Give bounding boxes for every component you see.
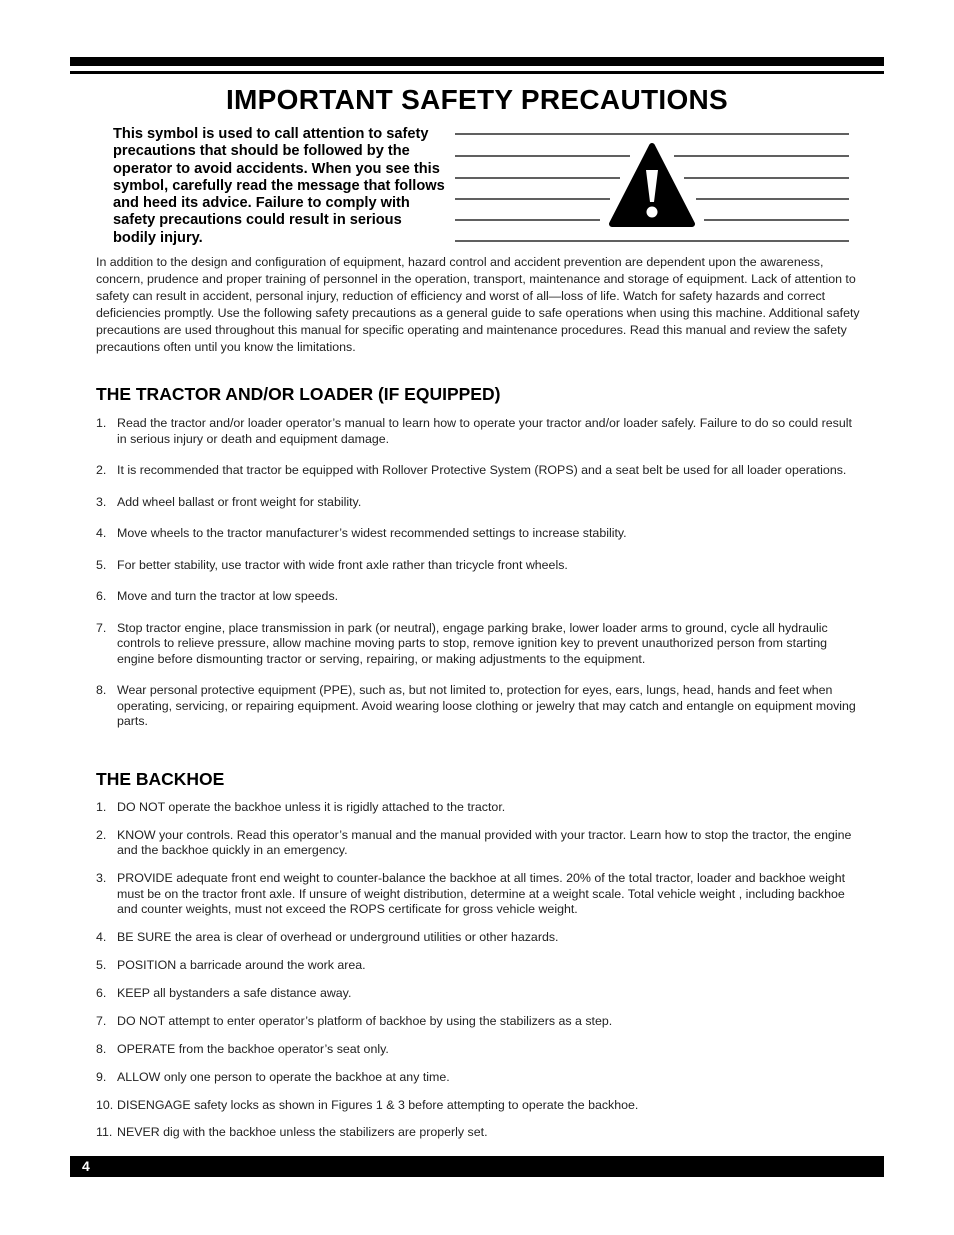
list-item: 8. OPERATE from the backhoe operator’s seat only. <box>96 1041 389 1056</box>
list-item: 1. Read the tractor and/or loader operator’s manual to learn how to operate your tractor and/or loader safely. Failure to do so could result in serious injury or death and equipment damage. <box>96 416 852 446</box>
list-item: 4. BE SURE the area is clear of overhead or underground utilities or other hazards. <box>96 930 559 945</box>
header-rule-thin <box>70 71 884 74</box>
list-item: 6. KEEP all bystanders a safe distance away. <box>96 985 352 1000</box>
tractor-loader-list <box>96 416 856 746</box>
warning-triangle-icon <box>452 128 852 248</box>
list-item: 8. Wear personal protective equipment (PPE), such as, but not limited to, protection for eyes, ears, lungs, head, hands and feet when operating, servicing, or repairing equipment. Avoid wearing loose clothing or jewelry that may catch and entangle on equipment moving parts. <box>96 683 856 728</box>
header-rule-thick <box>70 57 884 66</box>
list-item: 10. DISENGAGE safety locks as shown in Figures 1 & 3 before attempting to operate the backhoe. <box>96 1097 639 1112</box>
list-item: 7. Stop tractor engine, place transmission in park (or neutral), engage parking brake, lower loader arms to ground, cycle all hydraulic controls to relieve pressure, allow machine moving parts to stop, remove ignition key to prevent unauthorized person from starting engine before dismounting tractor or serving, repairing, or making adjustments to the equipment. <box>96 620 828 666</box>
list-item: 3. PROVIDE adequate front end weight to counter-balance the backhoe at all times. 20% of the total tractor, loader and backhoe weight must be on the tractor front axle. If unsure of weight distribution, determine at a weight scale. Total vehicle weight , including backhoe and counter weights, must not exceed the ROPS certificate for gross vehicle weight. <box>96 871 846 917</box>
list-item: 1. DO NOT operate the backhoe unless it is rigidly attached to the tractor. <box>96 800 506 814</box>
list-item: 6. Move and turn the tractor at low speeds. <box>96 589 339 603</box>
list-item: 4. Move wheels to the tractor manufacturer’s widest recommended settings to increase stability. <box>96 526 627 540</box>
list-item: 9. ALLOW only one person to operate the backhoe at any time. <box>96 1069 450 1084</box>
safety-symbol-callout: This symbol is used to call attention to safety precautions that should be followed by the operator to avoid accidents. When you see this symbol, carefully read the message that follows and heed its advice. Failure to comply with safety precautions could result in serious bodily injury. <box>113 126 445 246</box>
section-heading-backhoe: THE BACKHOE <box>96 769 225 789</box>
page-number: 4 <box>82 1158 90 1174</box>
section-heading-tractor-loader: THE TRACTOR AND/OR LOADER (IF EQUIPPED) <box>96 384 501 404</box>
list-item: 5. POSITION a barricade around the work area. <box>96 958 366 973</box>
list-item: 11. NEVER dig with the backhoe unless the stabilizers are properly set. <box>96 1125 488 1140</box>
list-item: 5. For better stability, use tractor with wide front axle rather than tricycle front wheels. <box>96 557 568 572</box>
intro-paragraph: In addition to the design and configuration of equipment, hazard control and accident prevention are dependent upon the awareness, concern, prudence and proper training of personnel in the operation, transport, maintenance and storage of equipment. Lack of attention to safety can result in accident, personal injury, reduction of efficiency and worst of all—loss of life. Watch for safety hazards and correct deficiencies promptly. Use the following safety precautions as a general guide to safe operations when using this machine. Additional safety precautions are used throughout this manual for specific operating and maintenance procedures. Read this manual and review the safety precautions often until you know the limitations. <box>96 255 860 354</box>
list-item: 3. Add wheel ballast or front weight for stability. <box>96 494 362 509</box>
page-title: IMPORTANT SAFETY PRECAUTIONS <box>225 84 729 115</box>
list-item: 2. It is recommended that tractor be equipped with Rollover Protective System (ROPS) and a seat belt be used for all loader operations. <box>96 463 847 477</box>
footer-bar <box>70 1156 884 1177</box>
list-item: 7. DO NOT attempt to enter operator’s platform of backhoe by using the stabilizers as a step. <box>96 1013 613 1028</box>
list-item: 2. KNOW your controls. Read this operator’s manual and the manual provided with your tractor. Learn how to stop the tractor, the engine and the backhoe quickly in an emergency. <box>96 827 852 858</box>
backhoe-list <box>96 800 856 1153</box>
